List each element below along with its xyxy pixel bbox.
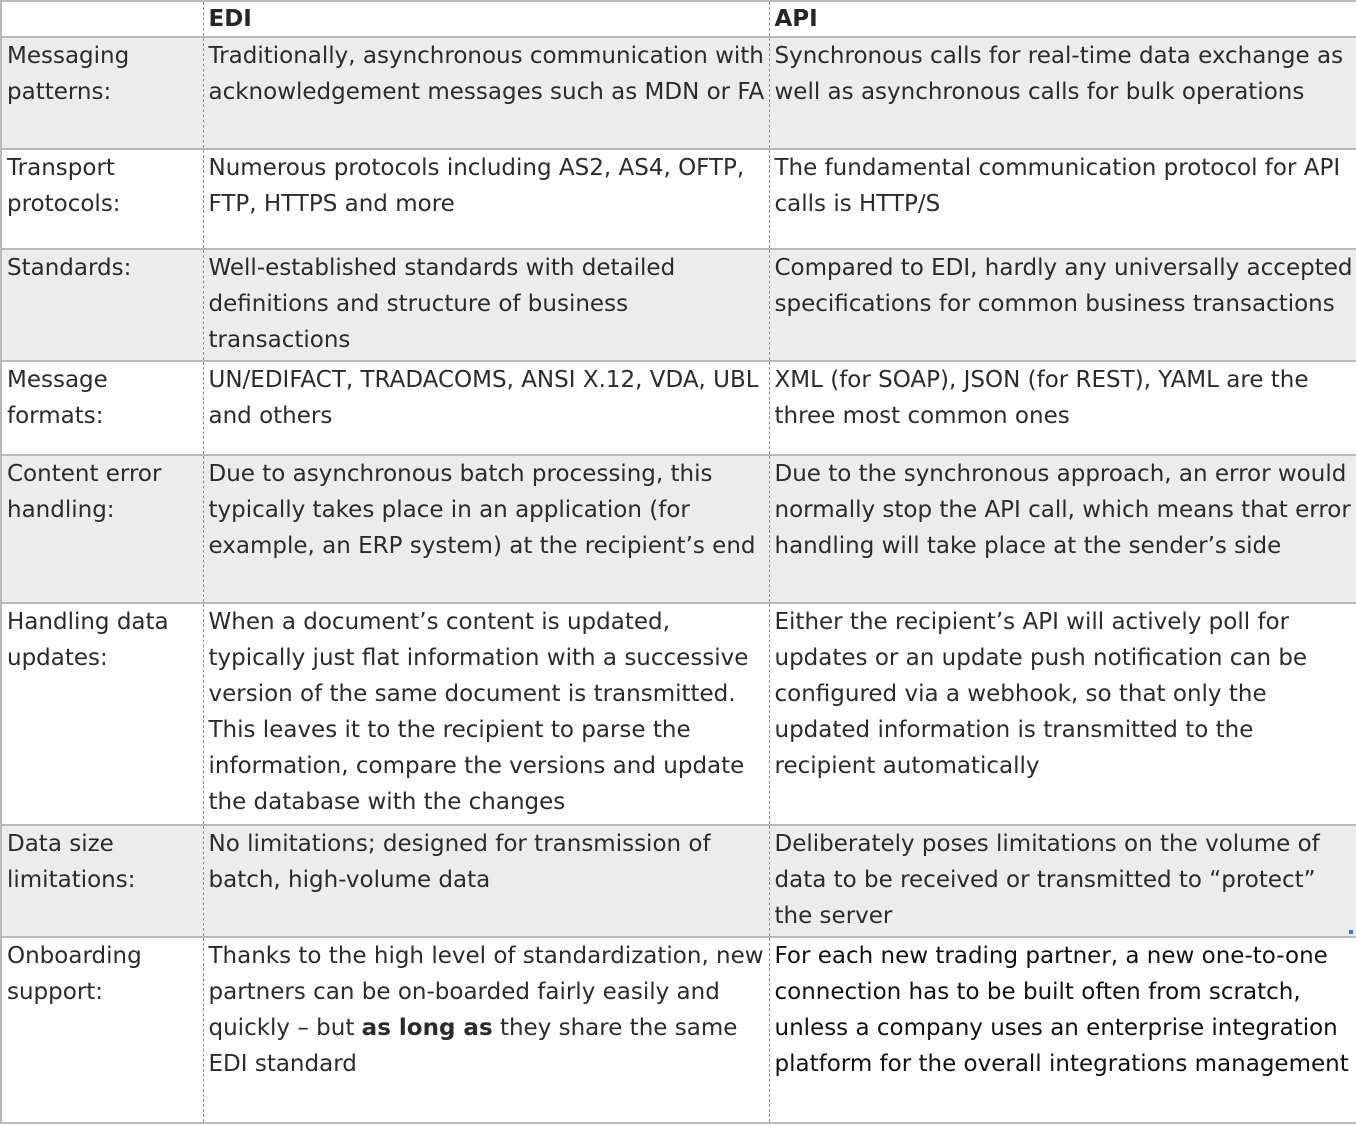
- table-row: [1, 149, 1356, 249]
- cell-resize-handle[interactable]: [1349, 930, 1353, 934]
- row-label: Content error handling:: [1, 455, 203, 603]
- edi-cell: When a document’s content is updated, typically just flat information with a successive version of the same document is transmitted. This leaves it to the recipient to parse the information, compare the versions and update the database with the changes: [203, 603, 769, 825]
- table-row: [1, 937, 1356, 1123]
- edi-cell: No limitations; designed for transmission of batch, high-volume data: [203, 825, 769, 937]
- api-cell: The fundamental communication protocol for API calls is HTTP/S: [769, 149, 1356, 249]
- header-edi: EDI: [203, 1, 769, 37]
- edi-cell: Well-established standards with detailed definitions and structure of business transactions: [203, 249, 769, 361]
- header-corner-cell: [1, 1, 203, 37]
- row-label: Messaging patterns:: [1, 37, 203, 149]
- edi-text-after: they share the same EDI standard: [208, 1015, 738, 1077]
- header-api: API: [769, 1, 1356, 37]
- edi-text-before: Thanks to the high level of standardization, new partners can be on-boarded fairly easily and quickly – but: [208, 943, 764, 1041]
- row-label: Onboarding support:: [1, 937, 203, 1123]
- edi-text-emphasis: as long as: [361, 1015, 493, 1041]
- api-cell: XML (for SOAP), JSON (for REST), YAML are the three most common ones: [769, 361, 1356, 455]
- edi-cell: Numerous protocols including AS2, AS4, OFTP, FTP, HTTPS and more: [203, 149, 769, 249]
- api-cell: Deliberately poses limitations on the volume of data to be received or transmitted to “protect” the server: [769, 825, 1356, 937]
- table-row: [1, 455, 1356, 603]
- edi-cell: [203, 937, 769, 1123]
- edi-cell: UN/EDIFACT, TRADACOMS, ANSI X.12, VDA, UBL and others: [203, 361, 769, 455]
- table-row: [1, 361, 1356, 455]
- row-label: Transport protocols:: [1, 149, 203, 249]
- row-label: Data size limitations:: [1, 825, 203, 937]
- table-row: [1, 37, 1356, 149]
- header-row: [1, 1, 1356, 37]
- table-row: [1, 825, 1356, 937]
- edi-cell: Due to asynchronous batch processing, this typically takes place in an application (for example, an ERP system) at the recipient’s end: [203, 455, 769, 603]
- api-cell: Compared to EDI, hardly any universally accepted specifications for common business transactions: [769, 249, 1356, 361]
- row-label: Handling data updates:: [1, 603, 203, 825]
- row-label: Standards:: [1, 249, 203, 361]
- api-cell: Due to the synchronous approach, an error would normally stop the API call, which means that error handling will take place at the sender’s side: [769, 455, 1356, 603]
- table-row: [1, 249, 1356, 361]
- api-cell: For each new trading partner, a new one-to-one connection has to be built often from scratch, unless a company uses an enterprise integration platform for the overall integrations management: [769, 937, 1356, 1123]
- table-row: [1, 603, 1356, 825]
- api-cell: Either the recipient’s API will actively poll for updates or an update push notification can be configured via a webhook, so that only the updated information is transmitted to the recipient automatically: [769, 603, 1356, 825]
- edi-cell: Traditionally, asynchronous communication with acknowledgement messages such as MDN or FA: [203, 37, 769, 149]
- api-cell: Synchronous calls for real-time data exchange as well as asynchronous calls for bulk operations: [769, 37, 1356, 149]
- row-label: Message formats:: [1, 361, 203, 455]
